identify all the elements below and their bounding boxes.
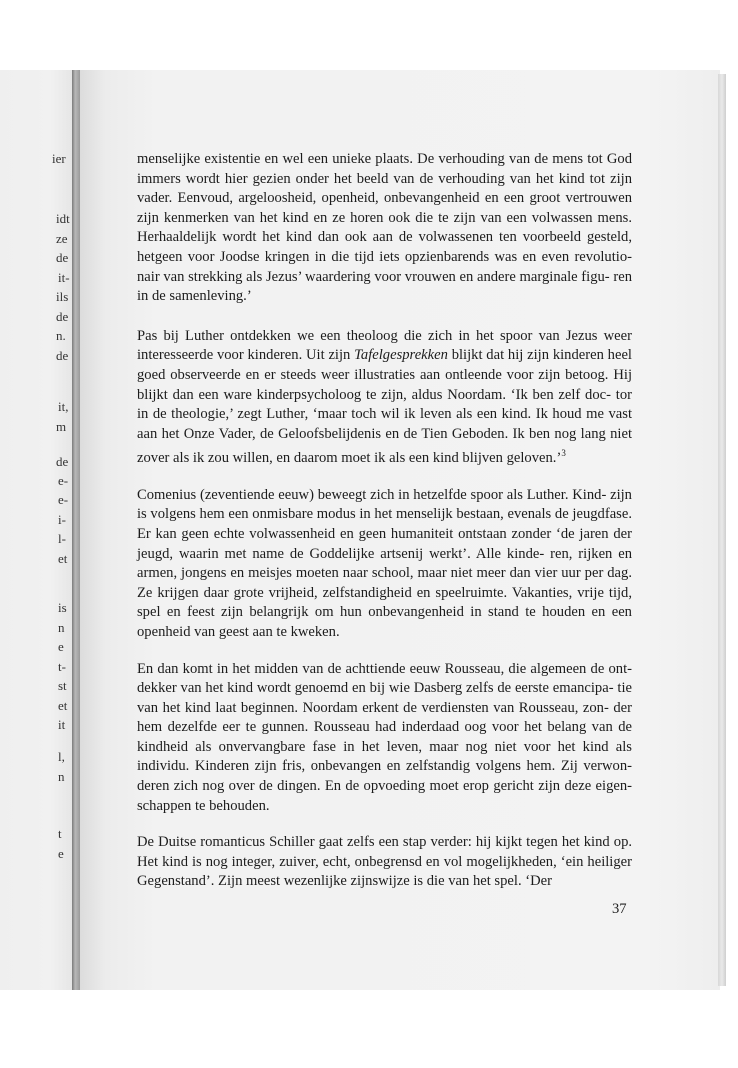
text-line: tie van het kind laat beginnen. Noordam erkent de verdiensten van Rousseau, zon- [137,680,632,716]
text-line: immers wordt hier gezien onder het beeld van de verhouding van het kind tot zijn [137,170,632,187]
text-line: interesseerde voor kinderen. Uit zijn [137,347,351,364]
text-line: der hem dezelfde eer te gunnen. Rousseau had inderdaad oog voor het belang van [137,699,632,736]
text-line: zijn kenmerken van het kind en ze horen ook die te zijn van een volwassen mens. [137,209,632,226]
left-fragment: i- [58,512,66,527]
text-line: menselijke existentie en wel een unieke plaats. De verhouding van de mens tot God [137,151,632,167]
text-line: schappen te behouden. [137,797,270,814]
paragraph-luther [137,327,632,469]
paragraph-jesus [137,150,632,307]
text-line: Hij blijkt dan een ware kinderpsycholoog te zijn, aldus Noordam. ‘Ik ben zelf doc- [137,366,632,403]
text-line: de kindheid als onvervangbare fase in het leven, maar nog niet voor het kind als [137,719,632,755]
text-line: blijkt dat hij zijn kinderen [451,347,604,364]
footnote-marker: 3 [561,448,566,459]
text-line: hetgeen voor Joodse kringen in die tijd iets opzienbarends was en even revolutio- [137,248,632,265]
text-line: En dan komt in het midden van de achttiende eeuw Rousseau, die algemeen de ont- [137,660,632,677]
text-line: heel goed observeerde en er steeds weer illustraties aan ontleende voor zijn betoog. [137,347,632,383]
paragraph-rousseau [137,660,632,817]
book-title-italic: Tafelgesprekken [354,347,448,364]
left-fragment: is [58,600,67,615]
text-line: vader. Eenvoud, argeloosheid, openheid, onbevangenheid en een groot vertrouwen [137,190,632,207]
text-line: op. Het kind is nog integer, zuiver, echt, onbegrensd en vol mogelijkheden, ‘ein [137,834,633,870]
text-line: te houden en een openheid van geest aan te kweken. [137,604,632,640]
body-text [137,150,632,909]
text-line: dekker van het kind wordt genoemd en bij wie Dasberg zelfs de eerste emancipa- [137,680,614,697]
text-line: vast aan het Onze Vader, de Geloofsbelijdenis en de Tien Geboden. Ik ben nog [137,406,632,442]
text-line: Vakanties, vrije tijd, spel en feest zijn belangrijk om hun onbevangenheid in stand [137,584,632,621]
text-line: nair van strekking als Jezus’ waardering voor vrouwen en andere marginale figu- [137,268,610,285]
text-line: ren in de samenleving.’ [137,268,632,305]
text-line: jeugdfase. Er kan geen echte volwassenheid en geen humaniteit ontstaan zonder [137,506,632,542]
left-fragment: ze [56,231,68,246]
page-stack-edge [718,74,726,986]
text-line: Pas bij Luther ontdekken we een theoloog die zich in het spoor van Jezus weer [137,327,632,344]
left-fragment: e [58,639,64,654]
left-fragment: t [58,826,62,841]
text-line: Comenius (zeventiende eeuw) beweegt zich in hetzelfde spoor als Luther. Kind- [137,486,607,503]
left-fragment: l- [58,531,66,546]
text-line: ‘de jaren der jeugd, waarin met name de Goddelijke artsenij werkt’. Alle kinde- [137,525,632,562]
text-line: deren zich nog over de dingen. En de opvoeding moet erop gericht zijn deze eigen- [137,778,632,795]
left-fragment: it [58,717,66,732]
page-number: 37 [612,901,627,917]
left-fragment: n [58,769,65,784]
paragraph-comenius [137,486,632,643]
left-fragment: it, [58,399,69,414]
left-fragment: ier [52,151,66,166]
previous-page-edge [0,70,72,990]
book-gutter [72,70,80,990]
left-fragment: de [56,309,69,324]
left-fragment: e- [58,492,69,507]
left-fragment: ils [56,289,69,304]
text-line: lang niet zover als ik zou willen, en daarom moet ik als een kind blijven geloven.’ [137,425,632,467]
left-fragment: de [56,454,69,469]
text-line: individu. Kinderen zijn fris, onbevangen en zelfstandig volgens hem. Zij verwon- [137,758,632,775]
paragraph-schiller [137,833,632,892]
left-fragment: n. [56,328,66,343]
left-fragment: et [58,551,68,566]
left-fragment: et [58,698,68,713]
left-fragment: de [56,348,69,363]
text-line: Herhaaldelijk wordt het kind dan ook aan de volwassenen ten voorbeeld gesteld, [137,229,632,246]
left-fragment: n [58,620,65,635]
text-line: heiliger Gegenstand’. Zijn meest wezenlijke zijnswijze is die van het spel. ‘Der [137,853,632,890]
text-line: ren, rijken en armen, jongens en meisjes moeten naar school, maar niet meer dan [137,545,633,582]
left-fragment: st [58,678,67,693]
left-fragment: l, [58,749,65,764]
left-fragment: it- [58,270,70,285]
text-line: De Duitse romanticus Schiller gaat zelfs een stap verder: hij kijkt tegen het kind [137,834,610,851]
text-line: vier uur per dag. Ze krijgen daar grote vrijheid, zelfstandigheid en speelruimte. [137,565,632,601]
left-fragment: e [58,846,64,861]
left-fragment: t- [58,659,66,674]
left-fragment: e- [58,473,69,488]
text-line: tor in de theologie,’ zegt Luther, ‘maar toch wil ik leven als een kind. Ik houd me [137,386,632,423]
left-fragment: de [56,250,69,265]
left-fragment: idt [56,211,70,226]
text-line: zijn is volgens hem een onmisbare modus in het menselijk bestaan, evenals de [137,486,632,523]
left-fragment: m [56,419,67,434]
